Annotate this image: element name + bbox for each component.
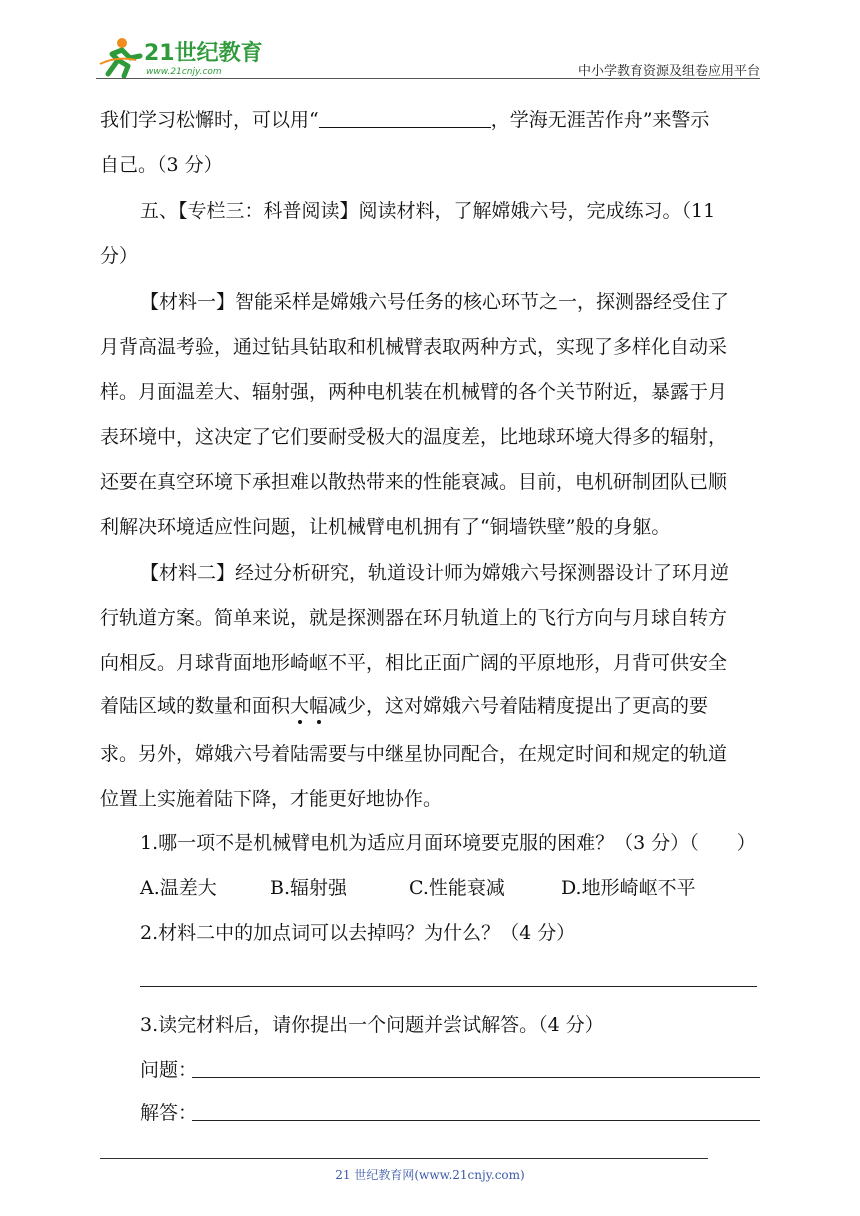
material-two-line: 行轨道方案。简单来说，就是探测器在环月轨道上的飞行方向与月球自转方 (100, 607, 728, 629)
question-3: 3.读完材料后，请你提出一个问题并尝试解答。（4 分） (140, 1014, 604, 1036)
logo-url: www.21cnjy.com (146, 67, 222, 77)
question-2: 2.材料二中的加点词可以去掉吗？为什么？（4 分） (140, 922, 576, 944)
question-1: 1.哪一项不是机械臂电机为适应月面环境要克服的困难？（3 分）（ ） (140, 832, 756, 854)
material-two-line (100, 694, 760, 718)
option-d[interactable]: D.地形崎岖不平 (561, 877, 696, 899)
material-one-line: 还要在真空环境下承担难以散热带来的性能衰减。目前，电机研制团队已顺 (100, 471, 728, 493)
fill-blank[interactable] (319, 109, 491, 128)
answer-label: 解答： (140, 1102, 198, 1124)
section-heading-cont: 分） (100, 245, 139, 267)
footer-divider (100, 1158, 708, 1159)
footer-link[interactable]: 21 世纪教育网(www.21cnjy.com) (335, 1168, 525, 1182)
material-one-line: 【材料一】智能采样是嫦娥六号任务的核心环节之一，探测器经受住了 (140, 291, 730, 313)
site-logo[interactable] (96, 34, 286, 78)
material-two-line: 位置上实施着陆下降，才能更好地协作。 (100, 788, 443, 810)
option-a[interactable]: A.温差大 (140, 877, 217, 899)
text-span: 减少，这对嫦娥六号着陆精度提出了更高的要 (328, 695, 709, 717)
question-answer-line[interactable] (192, 1077, 760, 1078)
dotted-char: 大 (290, 695, 310, 717)
material-two-line: 求。另外，嫦娥六号着陆需要与中继星协同配合，在规定时间和规定的轨道 (100, 743, 728, 765)
answer-answer-line[interactable] (192, 1120, 760, 1121)
fill-blank-suffix: ，学海无涯苦作舟”来警示 (490, 109, 710, 131)
runner-logo-icon (96, 34, 286, 78)
material-one-line: 月背高温考验，通过钻具钻取和机械臂表取两种方式，实现了多样化自动采 (100, 336, 728, 358)
section-heading: 五、【专栏三：科普阅读】阅读材料，了解嫦娥六号，完成练习。（11 (140, 200, 716, 222)
material-one-line: 样。月面温差大、辐射强，两种电机装在机械臂的各个关节附近，暴露于月 (100, 381, 728, 403)
dotted-char: 幅 (309, 695, 329, 717)
option-c[interactable]: C.性能衰减 (409, 877, 505, 899)
page-header (96, 34, 760, 80)
material-one-line: 利解决环境适应性问题，让机械臂电机拥有了“铜墙铁壁”般的身躯。 (100, 516, 671, 538)
text-span: 着陆区域的数量和面积 (100, 695, 291, 717)
text-line (100, 108, 760, 132)
fill-blank-prefix: 我们学习松懈时，可以用“ (100, 109, 319, 131)
option-b[interactable]: B.辐射强 (270, 877, 348, 899)
answer-line[interactable] (140, 986, 757, 987)
material-two-line: 向相反。月球背面地形崎岖不平，相比正面广阔的平原地形，月背可供安全 (100, 652, 728, 674)
logo-text: 21世纪教育 (144, 41, 263, 66)
platform-name: 中小学教育资源及组卷应用平台 (577, 64, 760, 79)
header-divider (96, 78, 760, 79)
question-label: 问题： (140, 1059, 198, 1081)
material-two-line: 【材料二】经过分析研究，轨道设计师为嫦娥六号探测器设计了环月逆 (140, 562, 730, 584)
text-line: 自己。（3 分） (100, 154, 223, 176)
material-one-line: 表环境中，这决定了它们要耐受极大的温度差，比地球环境大得多的辐射， (100, 426, 728, 448)
